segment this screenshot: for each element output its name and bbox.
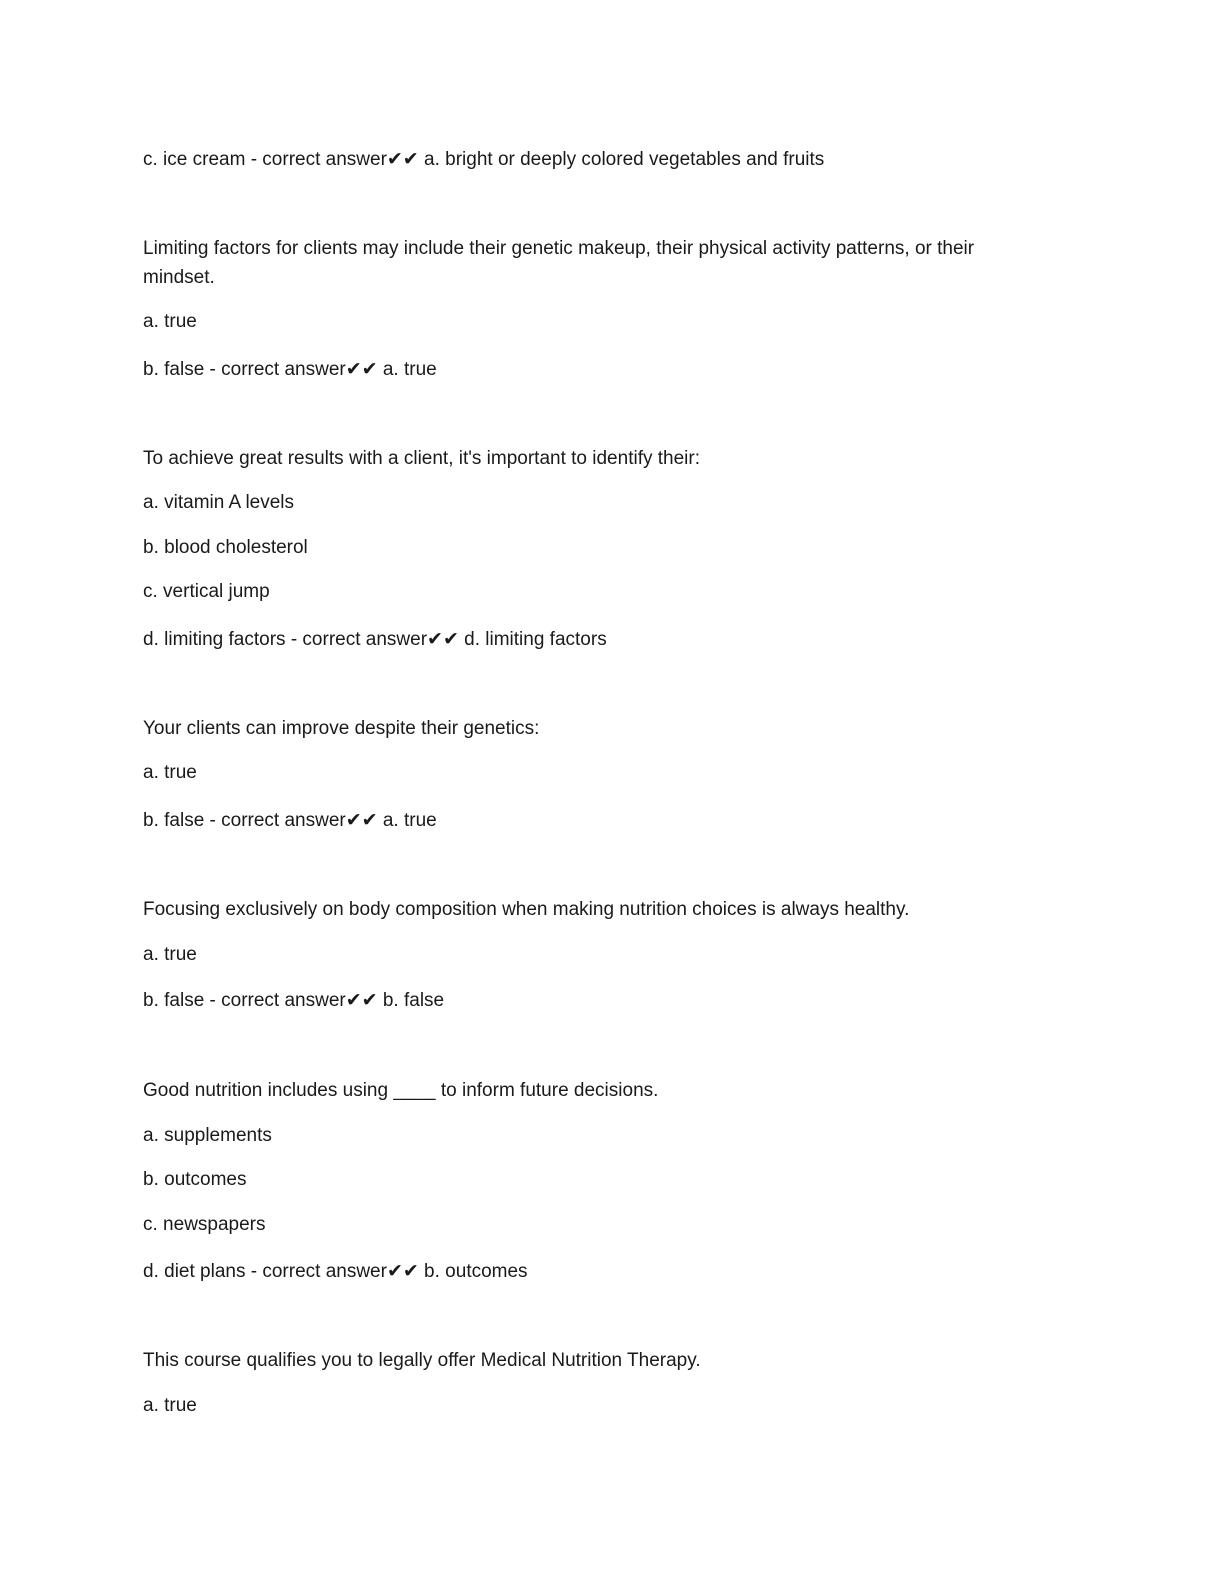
option-line: a. vitamin A levels — [143, 492, 295, 513]
question-text: Good nutrition includes using ____ to inform future decisions. — [143, 1080, 659, 1101]
answer-line: d. limiting factors - correct answer✔✔ d. limiting factors — [143, 629, 607, 650]
option-line: b. blood cholesterol — [143, 537, 308, 558]
answer-line: d. diet plans - correct answer✔✔ b. outcomes — [143, 1261, 528, 1282]
answer-line: b. false - correct answer✔✔ a. true — [143, 810, 437, 831]
question-text: Your clients can improve despite their genetics: — [143, 718, 540, 739]
answer-line: b. false - correct answer✔✔ b. false — [143, 990, 445, 1011]
option-line: a. true — [143, 944, 197, 965]
option-line: c. vertical jump — [143, 581, 270, 602]
question-text: Limiting factors for clients may include their genetic makeup, their physical activity patterns, or their mindset. — [143, 238, 980, 288]
question-text: To achieve great results with a client, it's important to identify their: — [143, 448, 700, 469]
question-text: This course qualifies you to legally offer Medical Nutrition Therapy. — [143, 1350, 701, 1371]
answer-line: b. false - correct answer✔✔ a. true — [143, 359, 437, 380]
option-line: c. newspapers — [143, 1214, 266, 1235]
option-line: a. true — [143, 311, 197, 332]
option-line: a. true — [143, 1395, 197, 1416]
option-line: b. outcomes — [143, 1169, 247, 1190]
answer-line: c. ice cream - correct answer✔✔ a. bright or deeply colored vegetables and fruits — [143, 149, 825, 170]
option-line: a. true — [143, 762, 197, 783]
question-text: Focusing exclusively on body composition when making nutrition choices is always healthy. — [143, 899, 910, 920]
option-line: a. supplements — [143, 1125, 272, 1146]
